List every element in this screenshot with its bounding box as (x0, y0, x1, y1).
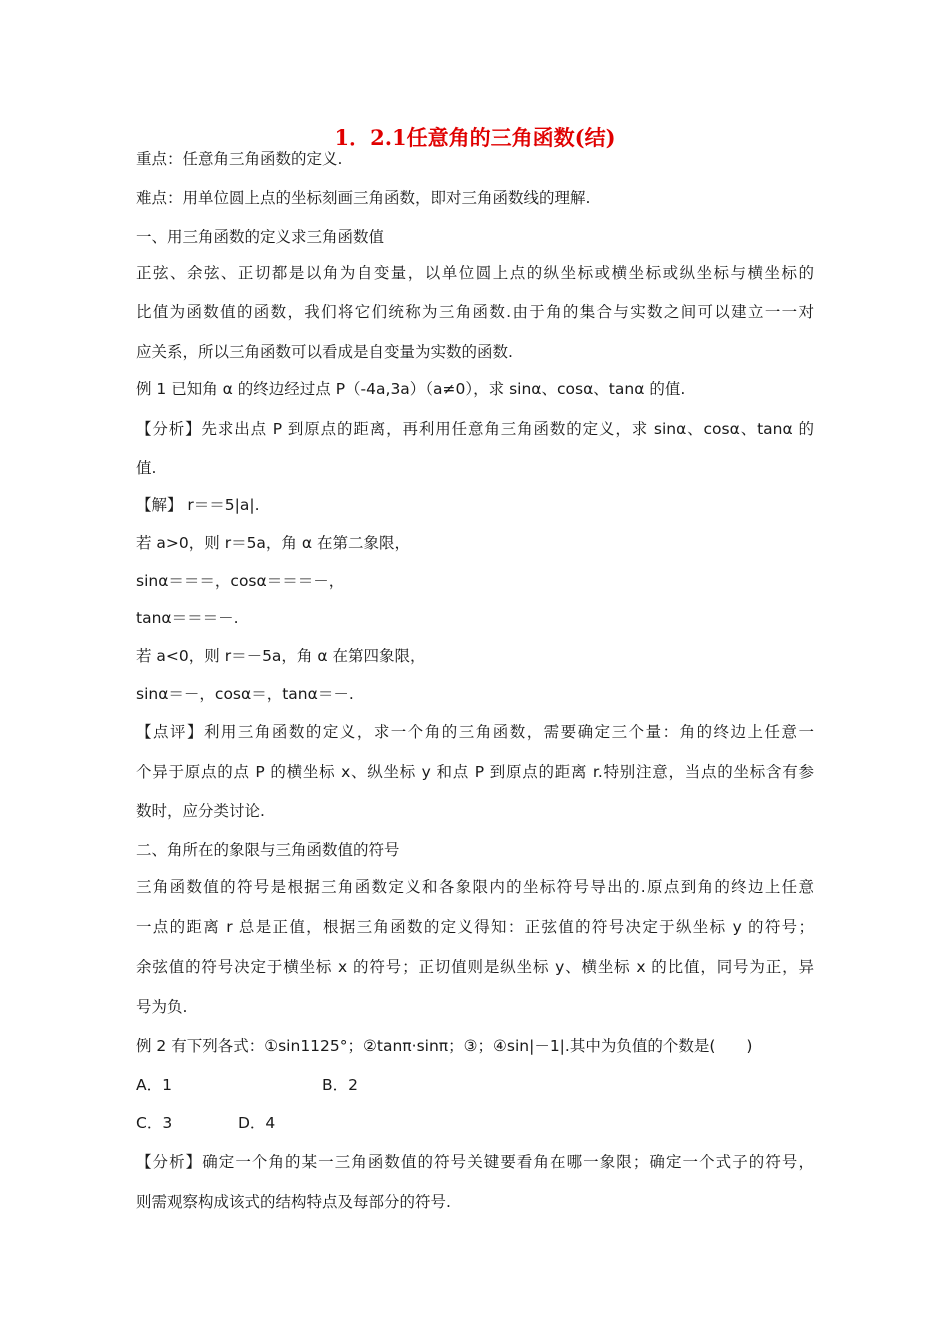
document-title: 1．2.1任意角的三角函数(结) (334, 125, 616, 150)
difficulty-line: 难点：用单位圆上点的坐标刻画三角函数，即对三角函数线的理解. (136, 189, 591, 207)
paragraph-line: 应关系，所以三角函数可以看成是自变量为实数的函数. (136, 343, 513, 361)
section-heading-2: 二、角所在的象限与三角函数值的符号 (136, 841, 400, 859)
option-b: B．2 (322, 1076, 358, 1094)
solution-line: 【解】 r＝＝5|a|. (136, 496, 260, 514)
paragraph-line: 三角函数值的符号是根据三角函数定义和各象限内的坐标符号导出的.原点到角的终边上任意 (136, 878, 814, 896)
paragraph-line: 号为负. (136, 998, 188, 1016)
comment-line: 数时，应分类讨论. (136, 802, 265, 820)
solution-line: 若 a<0，则 r＝－5a，角 α 在第四象限， (136, 647, 426, 665)
option-a: A．1 (136, 1076, 172, 1094)
paragraph-line: 正弦、余弦、正切都是以角为自变量，以单位圆上点的纵坐标或横坐标或纵坐标与横坐标的 (136, 264, 814, 282)
example-1-line: 例 1 已知角 α 的终边经过点 P（-4a,3a）（a≠0），求 sinα、cosα、tanα 的值. (136, 380, 686, 398)
comment-line: 【点评】利用三角函数的定义，求一个角的三角函数，需要确定三个量：角的终边上任意一 (136, 723, 814, 741)
paragraph-line: 比值为函数值的函数，我们将它们统称为三角函数.由于角的集合与实数之间可以建立一一对 (136, 303, 814, 321)
option-c: C．3 (136, 1114, 173, 1132)
example-2-line: 例 2 有下列各式：①sin1125°；②tanπ·sinπ；③；④sin|－1|.其中为负值的个数是( ) (136, 1037, 753, 1055)
option-d: D．4 (238, 1114, 276, 1132)
analysis-line: 则需观察构成该式的结构特点及每部分的符号. (136, 1193, 451, 1211)
comment-line: 个异于原点的点 P 的横坐标 x、纵坐标 y 和点 P 到原点的距离 r.特别注意，当点的坐标含有参 (136, 763, 814, 781)
solution-line: tanα＝＝＝－. (136, 609, 239, 627)
paragraph-line: 一点的距离 r 总是正值，根据三角函数的定义得知：正弦值的符号决定于纵坐标 y 的符号； (136, 918, 814, 936)
paragraph-line: 余弦值的符号决定于横坐标 x 的符号；正切值则是纵坐标 y、横坐标 x 的比值，同号为正，异 (136, 958, 814, 976)
solution-line: 若 a>0，则 r＝5a，角 α 在第二象限， (136, 534, 411, 552)
section-heading-1: 一、用三角函数的定义求三角函数值 (136, 228, 385, 246)
solution-line: sinα＝＝＝，cosα＝＝＝－， (136, 572, 345, 590)
analysis-line: 值. (136, 459, 157, 477)
analysis-line: 【分析】先求出点 P 到原点的距离，再利用任意角三角函数的定义，求 sinα、cosα、tanα 的 (136, 420, 814, 438)
solution-line: sinα＝－，cosα＝，tanα＝－. (136, 685, 354, 703)
key-point-line: 重点：任意角三角函数的定义. (136, 150, 343, 168)
analysis-line: 【分析】确定一个角的某一三角函数值的符号关键要看角在哪一象限；确定一个式子的符号， (136, 1153, 814, 1171)
